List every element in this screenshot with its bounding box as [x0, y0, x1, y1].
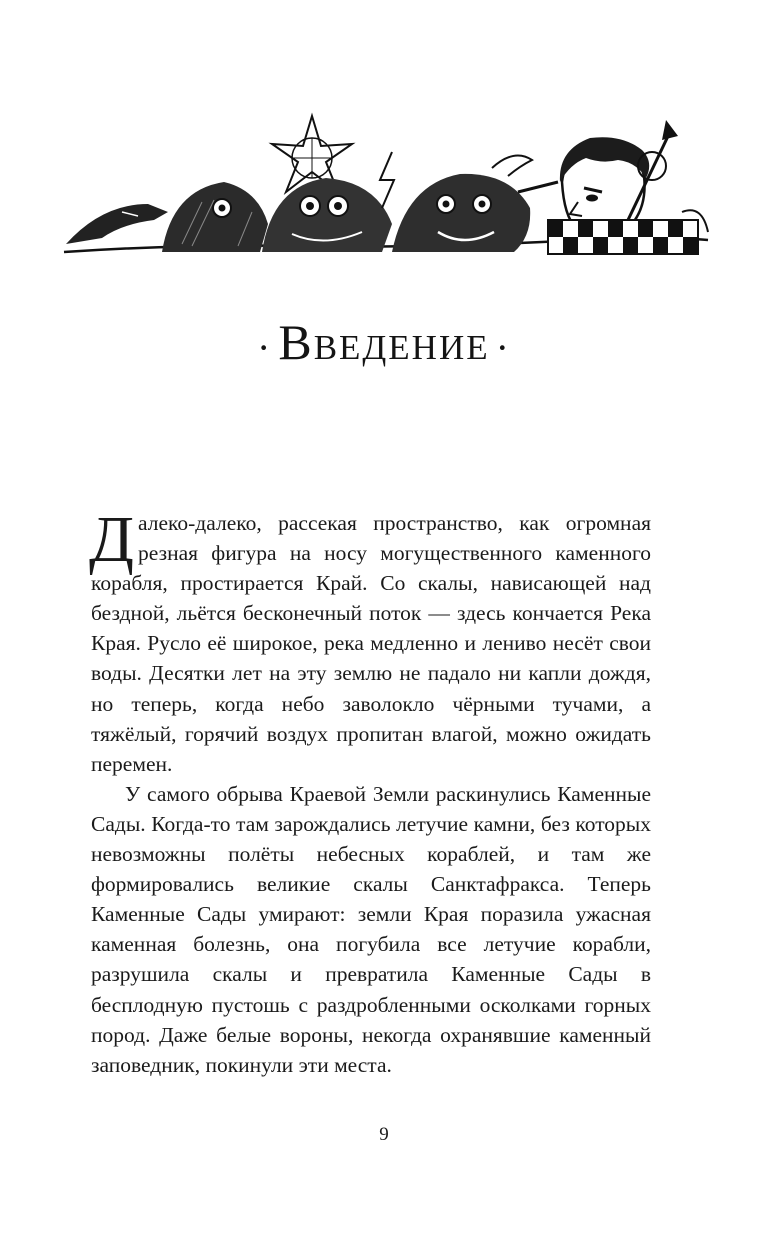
chapter-title — [0, 312, 768, 378]
title-dot-left: · — [257, 324, 273, 370]
body-text — [89, 503, 651, 1080]
paragraph-1 — [89, 503, 651, 779]
drop-cap: Д — [89, 503, 135, 576]
chapter-title-text: Введение — [278, 314, 490, 370]
paragraph-2: У самого обрыва Краевой Земли раскинулись Каменные Сады. Когда-то там зарождались летучие камни, без которых невозможны полёты небесных кораблей, и там же формировались великие скалы Санктафракса. Теперь Каменные Сады умирают: земли Края поразила ужасная каменная болезнь, она погубила все летучие корабли, разрушила скалы и превратила Каменные Сады в бесплодную пустошь с раздробленными осколками горных пород. Даже белые вороны, некогда охранявшие каменный заповедник, покинули эти места. — [91, 781, 651, 1077]
paragraph-1-text: алеко-далеко, рассекая пространство, как огромная резная фигура на носу могущественного каменного корабля, простирается Край. Со скалы, нависающей над бездной, льётся бесконечный поток — здесь кончается Река Края. Русло её широкое, река медленно и лениво несёт свои воды. Десятки лет на эту землю не падало ни капли дождя, но теперь, когда небо заволокло чёрными тучами, а тяжёлый, горячий воздух пропитан влагой, можно ожидать перемен. — [91, 511, 651, 776]
header-illustration-icon — [62, 112, 710, 260]
page-number: 9 — [379, 1124, 389, 1145]
title-dot-right: · — [495, 324, 511, 370]
